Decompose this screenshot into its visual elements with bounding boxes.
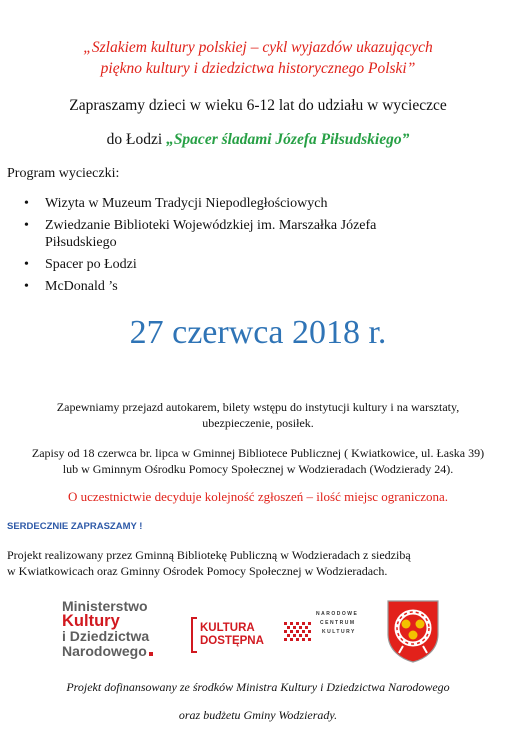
list-item: • McDonald ’s: [24, 279, 118, 294]
red-dot-icon: [149, 652, 153, 656]
project-text: [7, 547, 507, 579]
provide-line-1: Zapewniamy przejazd autokarem, bilety wstępu do instytucji kultury i na warsztaty,: [56, 400, 460, 414]
title-line-2: piękno kultury i dziedzictwa historycznego Polski”: [100, 60, 416, 77]
notice-text: O uczestnictwie decyduje kolejność zgłoszeń – ilość miejsc ograniczona.: [67, 489, 449, 504]
list-item: • Spacer po Łodzi: [24, 257, 137, 272]
invitation-line-2: [0, 130, 516, 150]
nck-logo: [282, 612, 312, 651]
event-date: 27 czerwca 2018 r.: [129, 314, 387, 351]
trip-name: „Spacer śladami Józefa Piłsudskiego”: [166, 131, 410, 148]
nck-wordmark: NARODOWE CENTRUM KULTURY: [316, 611, 359, 635]
signup-text: [0, 445, 516, 477]
signup-line-1: Zapisy od 18 czerwca br. lipca w Gminnej Bibliotece Publicznej ( Kwiatkowice, ul. Łaska 39): [31, 446, 485, 460]
bullet-icon: •: [24, 196, 29, 211]
bullet-icon: •: [24, 257, 29, 272]
project-line-2: w Kwiatkowicach oraz Gminny Ośrodek Pomocy Społecznej w Wodzieradach.: [7, 564, 388, 578]
ministry-culture-logo: Ministerstwo Kultury i Dziedzictwa Narodowego: [62, 599, 153, 659]
nck-emblem-icon: [282, 612, 312, 646]
coat-of-arms-wreath-icon: [385, 598, 441, 669]
credit-line-1: Projekt dofinansowany ze środków Ministra Kultury i Dziedzictwa Narodowego: [66, 680, 450, 694]
poster-title: [0, 37, 516, 79]
bracket-icon: [191, 617, 197, 653]
bullet-icon: •: [24, 279, 29, 294]
program-heading: Program wycieczki:: [7, 166, 120, 181]
program-list: [22, 195, 422, 300]
list-item: • Wizyta w Muzeum Tradycji Niepodległościowych: [24, 196, 328, 211]
invitation-prefix: do Łodzi: [106, 131, 167, 148]
bullet-icon: •: [24, 218, 29, 233]
cordial-invite: SERDECZNIE ZAPRASZAMY !: [7, 521, 143, 532]
list-item: • Zwiedzanie Biblioteki Wojewódzkiej im. Marszałka Józefa Piłsudskiego: [24, 218, 377, 250]
credit-line-2: oraz budżetu Gminy Wodzierady.: [178, 708, 338, 722]
invitation-line-1: Zapraszamy dzieci w wieku 6-12 lat do udziału w wycieczce: [69, 97, 447, 114]
project-line-1: Projekt realizowany przez Gminną Bibliotekę Publiczną w Wodzieradach z siedzibą: [7, 548, 411, 562]
signup-line-2: lub w Gminnym Ośrodku Pomocy Społecznej w Wodzieradach (Wodzierady 24).: [62, 462, 454, 476]
title-line-1: „Szlakiem kultury polskiej – cykl wyjazdów ukazujących: [83, 39, 433, 56]
provide-line-2: ubezpieczenie, posiłek.: [202, 416, 314, 430]
provide-text: [0, 399, 516, 431]
